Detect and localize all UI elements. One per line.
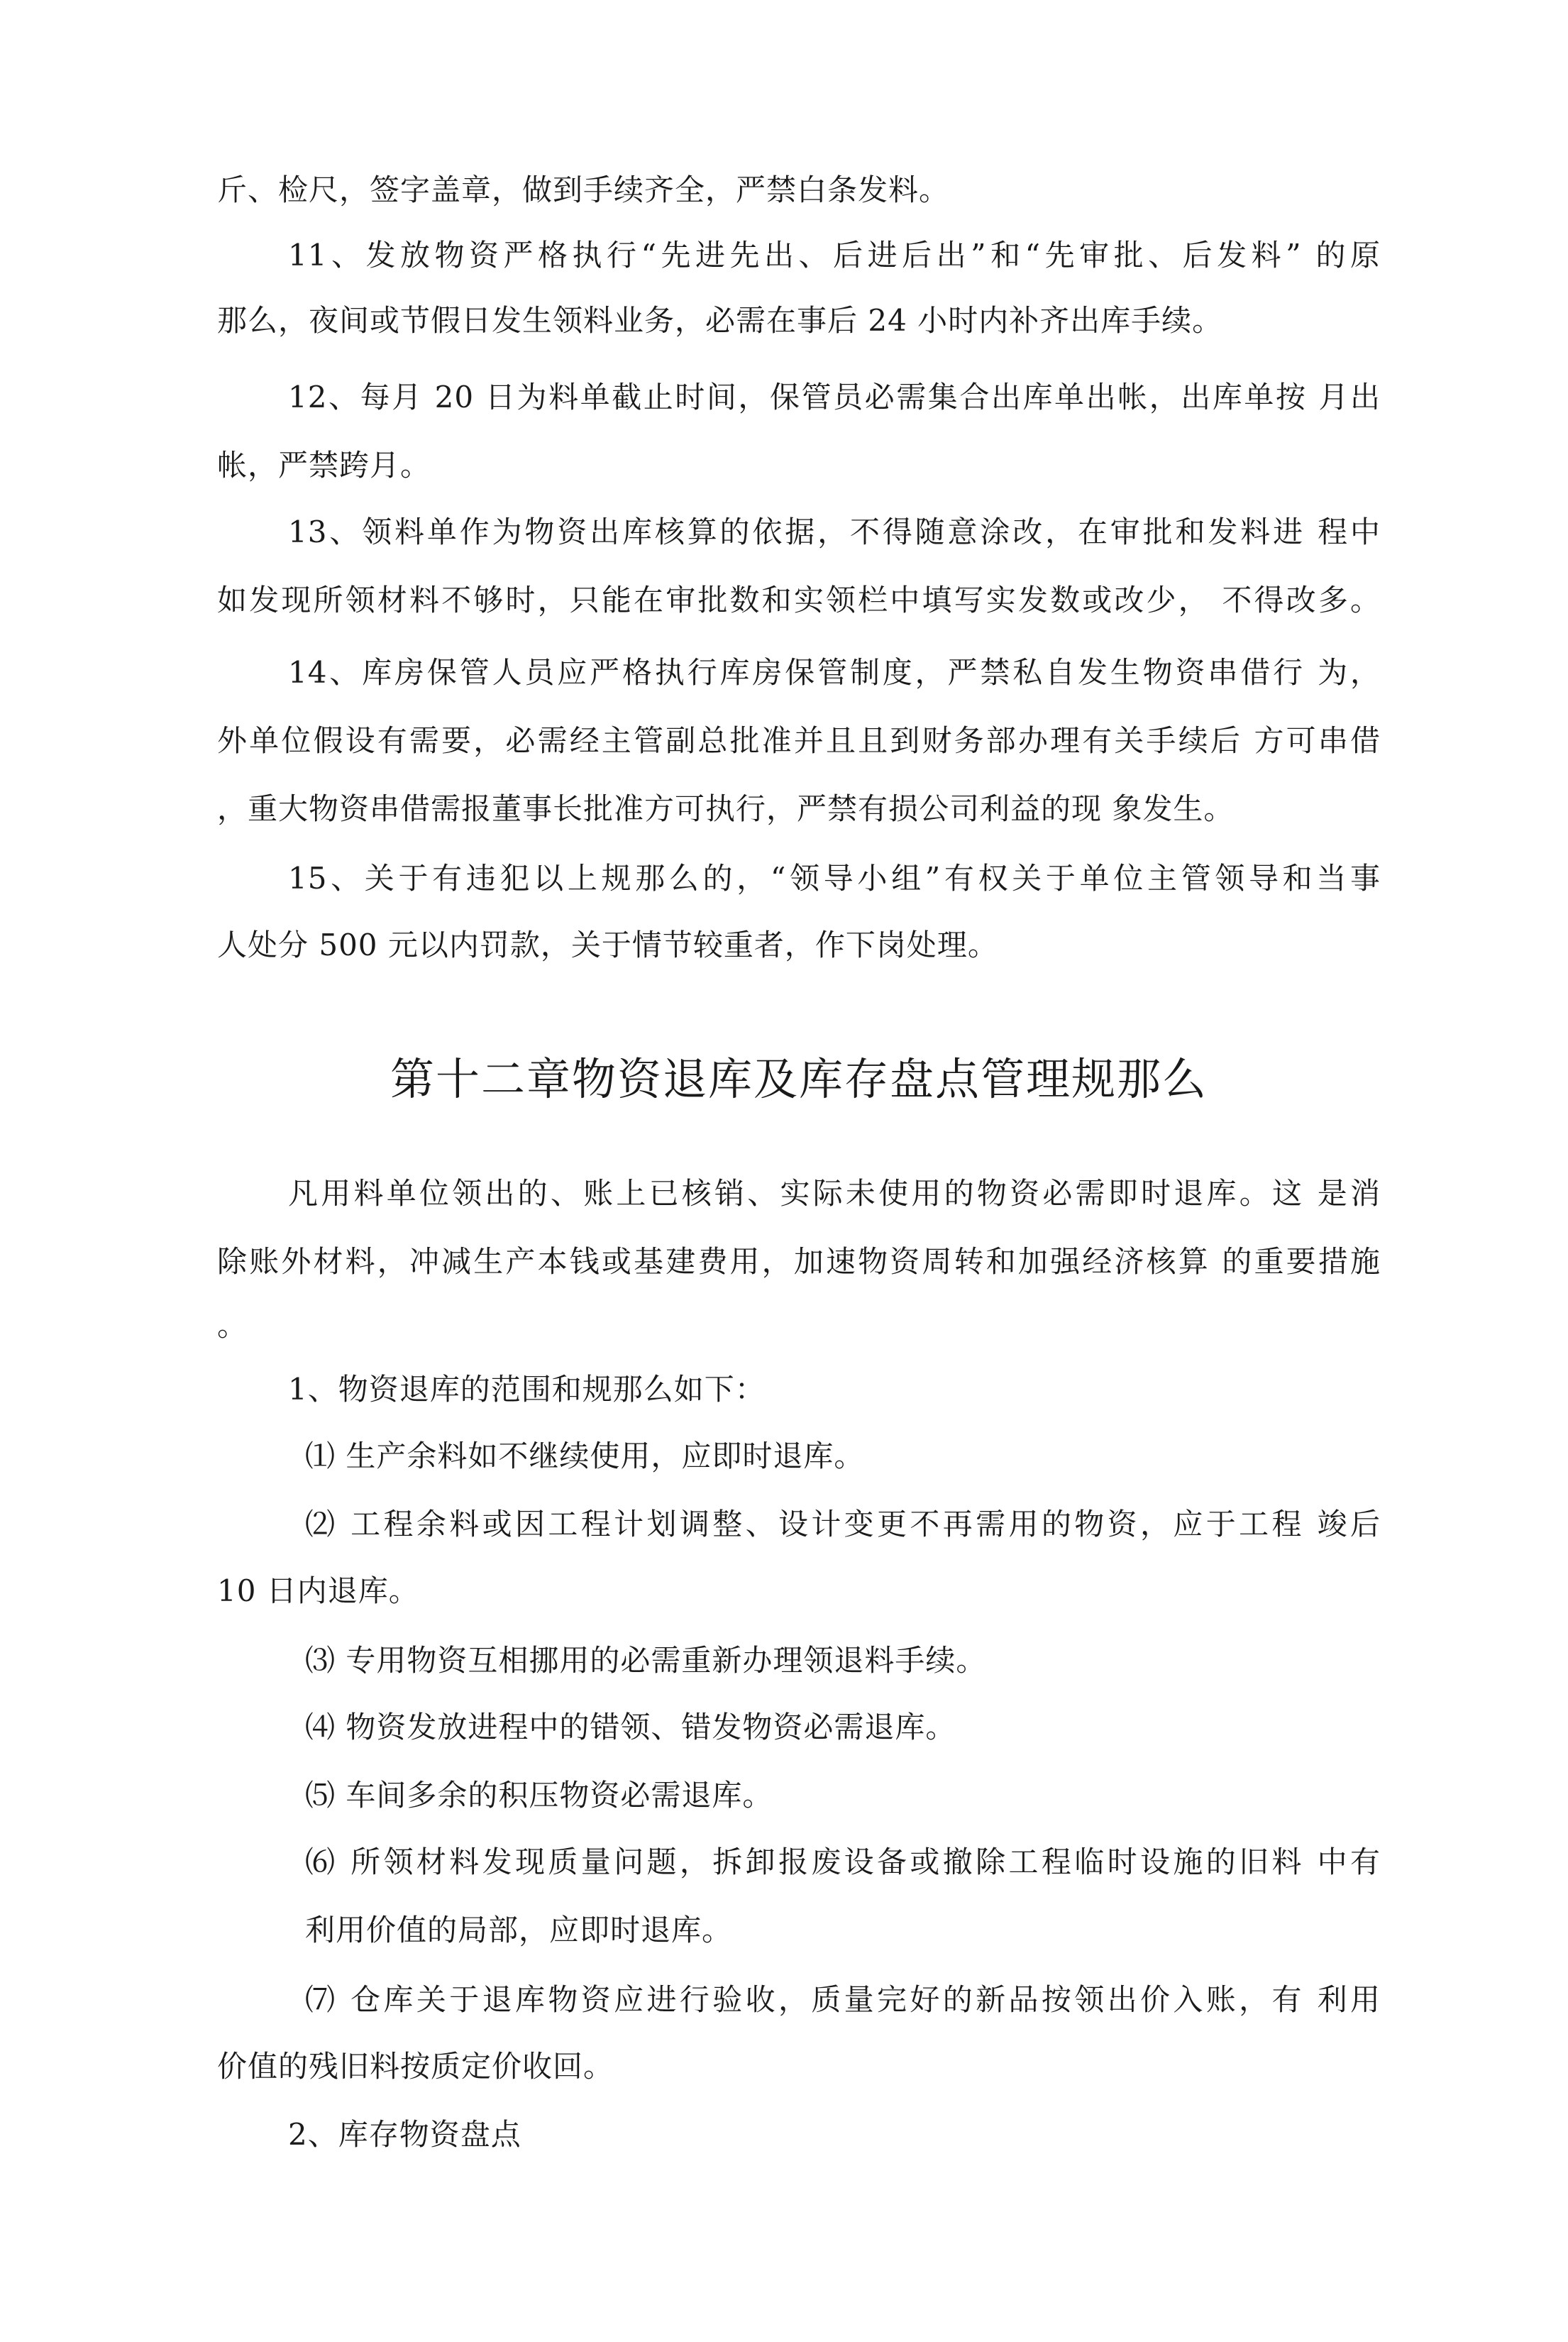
paragraph-line: 。: [217, 1308, 248, 1343]
paragraph-line: 那么，夜间或节假日发生领料业务，必需在事后 24 小时内补齐出库手续。: [217, 303, 1223, 338]
paragraph-line: 11、发放物资严格执行“先进先出、后进后出”和“先审批、后发料” 的原: [288, 238, 1381, 273]
paragraph-line: 12、每月 20 日为料单截止时间，保管员必需集合出库单出帐，出库单按 月出: [288, 380, 1381, 414]
paragraph-line: 凡用料单位领出的、账上已核销、实际未使用的物资必需即时退库。这 是消: [288, 1176, 1381, 1211]
paragraph-line: 13、领料单作为物资出库核算的依据，不得随意涂改，在审批和发料进 程中: [288, 515, 1381, 549]
paragraph-line: 除账外材料，冲减生产本钱或基建费用，加速物资周转和加强经济核算 的重要措施: [217, 1244, 1381, 1279]
list-item: ⑺ 仓库关于退库物资应进行验收，质量完好的新品按领出价入账，有 利用: [305, 1982, 1381, 2017]
chapter-title: 第十二章物资退库及库存盘点管理规那么: [390, 1053, 1208, 1105]
paragraph-line: 10 日内退库。: [217, 1573, 419, 1608]
list-item: ⑷ 物资发放进程中的错领、错发物资必需退库。: [305, 1710, 956, 1744]
paragraph-line: 14、库房保管人员应严格执行库房保管制度，严禁私自发生物资串借行 为，: [288, 655, 1381, 690]
paragraph-line: 人处分 500 元以内罚款，关于情节较重者，作下岗处理。: [217, 928, 998, 962]
list-item: ⑸ 车间多余的积压物资必需退库。: [305, 1778, 773, 1813]
list-item: ⑹ 所领材料发现质量问题，拆卸报废设备或撤除工程临时设施的旧料 中有: [305, 1845, 1381, 1879]
paragraph-line: 斤、检尺，签字盖章，做到手续齐全，严禁白条发料。: [217, 172, 950, 207]
paragraph-line: ，重大物资串借需报董事长批准方可执行，严禁有损公司利益的现 象发生。: [217, 791, 1235, 826]
paragraph-line: 帐，严禁跨月。: [217, 448, 431, 483]
paragraph-line: 15、关于有违犯以上规那么的，“领导小组”有权关于单位主管领导和当事: [288, 861, 1381, 896]
paragraph-line: 利用价值的局部，应即时退库。: [305, 1913, 733, 1947]
paragraph-line: 价值的残旧料按质定价收回。: [217, 2049, 614, 2084]
section-heading: 2、库存物资盘点: [288, 2117, 521, 2152]
list-item: ⑶ 专用物资互相挪用的必需重新办理领退料手续。: [305, 1643, 987, 1678]
paragraph-line: 1、物资退库的范围和规那么如下：: [288, 1372, 766, 1407]
paragraph-line: 外单位假设有需要，必需经主管副总批准并且且到财务部办理有关手续后 方可串借: [217, 723, 1381, 758]
list-item: ⑵ 工程余料或因工程计划调整、设计变更不再需用的物资，应于工程 竣后: [305, 1507, 1381, 1541]
paragraph-line: 如发现所领材料不够时，只能在审批数和实领栏中填写实发数或改少， 不得改多。: [217, 583, 1381, 617]
list-item: ⑴ 生产余料如不继续使用，应即时退库。: [305, 1439, 865, 1473]
